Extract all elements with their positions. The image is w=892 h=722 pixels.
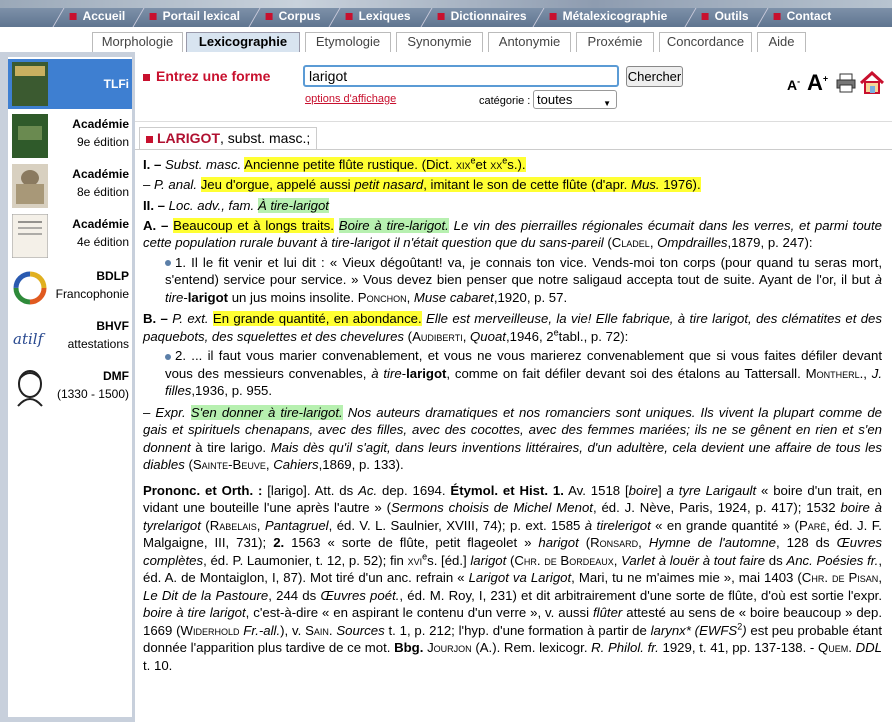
- source-tlfi[interactable]: TLFi: [8, 59, 132, 109]
- etymology-section: Prononc. et Orth. : [larigo]. Att. ds Ac. dep. 1694. Étymol. et Hist. 1. Av. 1518 [boire] a tyre Larigault « boire d'un trait, en vidant une bouteille l'une après l'autre » (Sermons choisis de Michel Menot, éd. J. Nève, Paris, 1924, p. 417); 1532 boire à tyrelarigot (Rabelais, Pantagruel, éd. V. L. Saulnier, XVIII, 74); p. ext. 1585 à tirelerigot « en grande quantité » (Paré, éd. J. F. Malgaigne, III, 731); 2. 1563 « sorte de flûte, petit flageolet » harigot (Ronsard, Hymne de l'automne, 128 ds Œuvres complètes, éd. P. Laumonier, t. 12, p. 52); fin xvi$^e$s. [éd.] larigot (Chr. de Bordeaux, Varlet à louër à tout faire ds Anc. Poésies fr., éd. A. de Montaiglon, I, 87). Mot tiré d'un anc. refrain « Larigot va Larigot, Mari, tu ne m'aimes mie », mai 1403 (Chr. de Pisan, Le Dit de la Pastoure, 244 ds Œuvres poét., éd. M. Roy, I, 231) et dit arbitrairement d'une sorte de flûte, d'où est sortie l'expr. boire à tire larigot, c'est-à-dire « en aspirant le contenu d'un verre », v. aussi flûter attesté au sens de « boire beaucoup » dep. 1669 (Widerhold Fr.-all.), v. Sain. Sources t. 1, p. 212; l'hyp. d'une formation à partir de larynx* (EWFS$^2$) est peu probable étant donnée l'apparition plus tardive de ce mot. Bbg. Jourjon (A.). Rem. lexicogr. R. Philol. fr. 1929, t. 41, pp. 137-138. - Quem. DDL t. 10.: [143, 482, 883, 673]
- nav-outils[interactable]: Outils: [685, 8, 766, 27]
- nav-lexiques[interactable]: Lexiques: [329, 8, 430, 27]
- source-sidebar: [0, 52, 135, 722]
- tab-etymologie[interactable]: Etymologie: [305, 32, 391, 52]
- tlfi-book-icon: [12, 62, 48, 106]
- bdlp-logo-icon: [12, 266, 48, 310]
- main-content: [135, 52, 892, 722]
- increase-font-icon[interactable]: A+: [807, 70, 829, 95]
- entry-headword: LARIGOT: [157, 130, 220, 146]
- header-banner: [0, 0, 892, 8]
- search-input[interactable]: [303, 65, 619, 87]
- source-bhvf[interactable]: atilf BHVF attestations: [8, 313, 132, 363]
- nav-portail-lexical[interactable]: Portail lexical: [133, 8, 258, 27]
- top-navigation: [0, 0, 892, 27]
- dmf-portrait-icon: [12, 366, 48, 410]
- tab-aide[interactable]: Aide: [757, 32, 806, 52]
- sense-expr: – Expr. S'en donner à tire-larigot. Nos auteurs dramatiques et nos romanciers sont uniques. Ils vivent la plupart comme de gais et spirituels chenapans, avec des filles, avec des cocottes, avec des femmes mariées; ils ne se gênent en rien et s'en donnent à tire larigo. Mais dès qu'il s'agit, dans leurs inventions littéraires, d'un adultère, cela devient une affaire de tous les diables (Sainte-Beuve, Cahiers,1869, p. 133).: [143, 404, 882, 472]
- display-options-link[interactable]: options d'affichage: [305, 93, 397, 105]
- academie-9-book-icon: [12, 114, 48, 158]
- tab-synonymie[interactable]: Synonymie: [396, 32, 483, 52]
- entry-pos: , subst. masc.;: [220, 130, 311, 146]
- article-body: [135, 149, 892, 722]
- nav-dictionnaires[interactable]: Dictionnaires: [421, 8, 542, 27]
- home-icon[interactable]: [859, 70, 885, 96]
- example-1: 1. Il le fit venir et lui dit : « Vieux dégoûtant! va, je connais ton vice. Vends-moi ton corps (pour quand tu seras mort, s'entend) service pour service. » Vous devez bien penser que notre saligaud accepta tout de suite. Ayant de l'or, il but à tire-larigot un jus moins insolite. Ponchon, Muse cabaret,1920, p. 57.: [165, 254, 882, 305]
- academie-4-page-icon: [12, 214, 48, 258]
- sense-II: II. – Loc. adv., fam. À tire-larigot: [143, 198, 329, 213]
- tab-lexicographie[interactable]: Lexicographie: [186, 32, 300, 52]
- category-select[interactable]: toutes ▼: [533, 90, 617, 109]
- source-dmf[interactable]: DMF (1330 - 1500): [8, 363, 132, 413]
- tab-antonymie[interactable]: Antonymie: [488, 32, 571, 52]
- tab-morphologie[interactable]: Morphologie: [92, 32, 183, 52]
- decrease-font-icon[interactable]: A-: [787, 76, 801, 93]
- sense-II-A: A. – Beaucoup et à longs traits. Boire à tire-larigot. Le vin des pierrailles régionales écumait dans les verres, et parmi toute cette population rurale buvant à tire-larigot il n'était question que du sans-pareil (Cladel, Ompdrailles,1879, p. 247):: [143, 217, 882, 250]
- tab-proxemie[interactable]: Proxémie: [576, 32, 654, 52]
- sense-I-anal: – P. anal. Jeu d'orgue, appelé aussi petit nasard, imitant le son de cette flûte (d'apr. Mus. 1976).: [143, 176, 701, 192]
- nav-metalexicographie[interactable]: Métalexicographie: [533, 8, 694, 27]
- source-academie-9[interactable]: Académie 9e édition: [8, 111, 132, 161]
- nav-accueil[interactable]: Accueil: [53, 8, 140, 27]
- tab-concordance[interactable]: Concordance: [659, 32, 752, 52]
- category-label: catégorie :: [479, 95, 531, 107]
- atilf-logo-icon: [12, 316, 48, 360]
- nav-corpus[interactable]: Corpus: [249, 8, 338, 27]
- sense-II-B: B. – P. ext. En grande quantité, en abondance. Elle est merveilleuse, la vie! Elle fabrique, à tire larigot, des clématites et des paquebots, des squelettes et des chevelures (Audiberti, Quoat,1946, 2etabl., p. 72):: [143, 311, 882, 344]
- example-2: 2. ... il faut vous marier convenablement, et vous ne vous marierez convenablement que si vous faites défiler devant vous des messieurs convenables, à tire-larigot, comme on fait défiler devant soi des étalons au Tattersall. Montherl., J. filles,1936, p. 955.: [165, 348, 882, 398]
- tab-bar: [0, 27, 892, 52]
- source-academie-4[interactable]: Académie 4e édition: [8, 211, 132, 261]
- print-icon[interactable]: [835, 72, 857, 94]
- source-bdlp[interactable]: BDLP Francophonie: [8, 263, 132, 313]
- toolbar: [787, 70, 887, 96]
- entry-tab[interactable]: [139, 127, 317, 149]
- search-button[interactable]: Chercher: [626, 66, 683, 87]
- search-label: Entrez une forme: [143, 68, 270, 84]
- chevron-down-icon: ▼: [603, 99, 611, 108]
- nav-contact[interactable]: Contact: [757, 8, 858, 27]
- search-area: [135, 52, 892, 122]
- svg-text:atilf: atilf: [13, 330, 44, 348]
- source-academie-8[interactable]: Académie 8e édition: [8, 161, 132, 211]
- academie-building-icon: [12, 164, 48, 208]
- sense-I: I. – Subst. masc. Ancienne petite flûte rustique. (Dict. xix$^e$et $xx^es$.).: [143, 155, 526, 172]
